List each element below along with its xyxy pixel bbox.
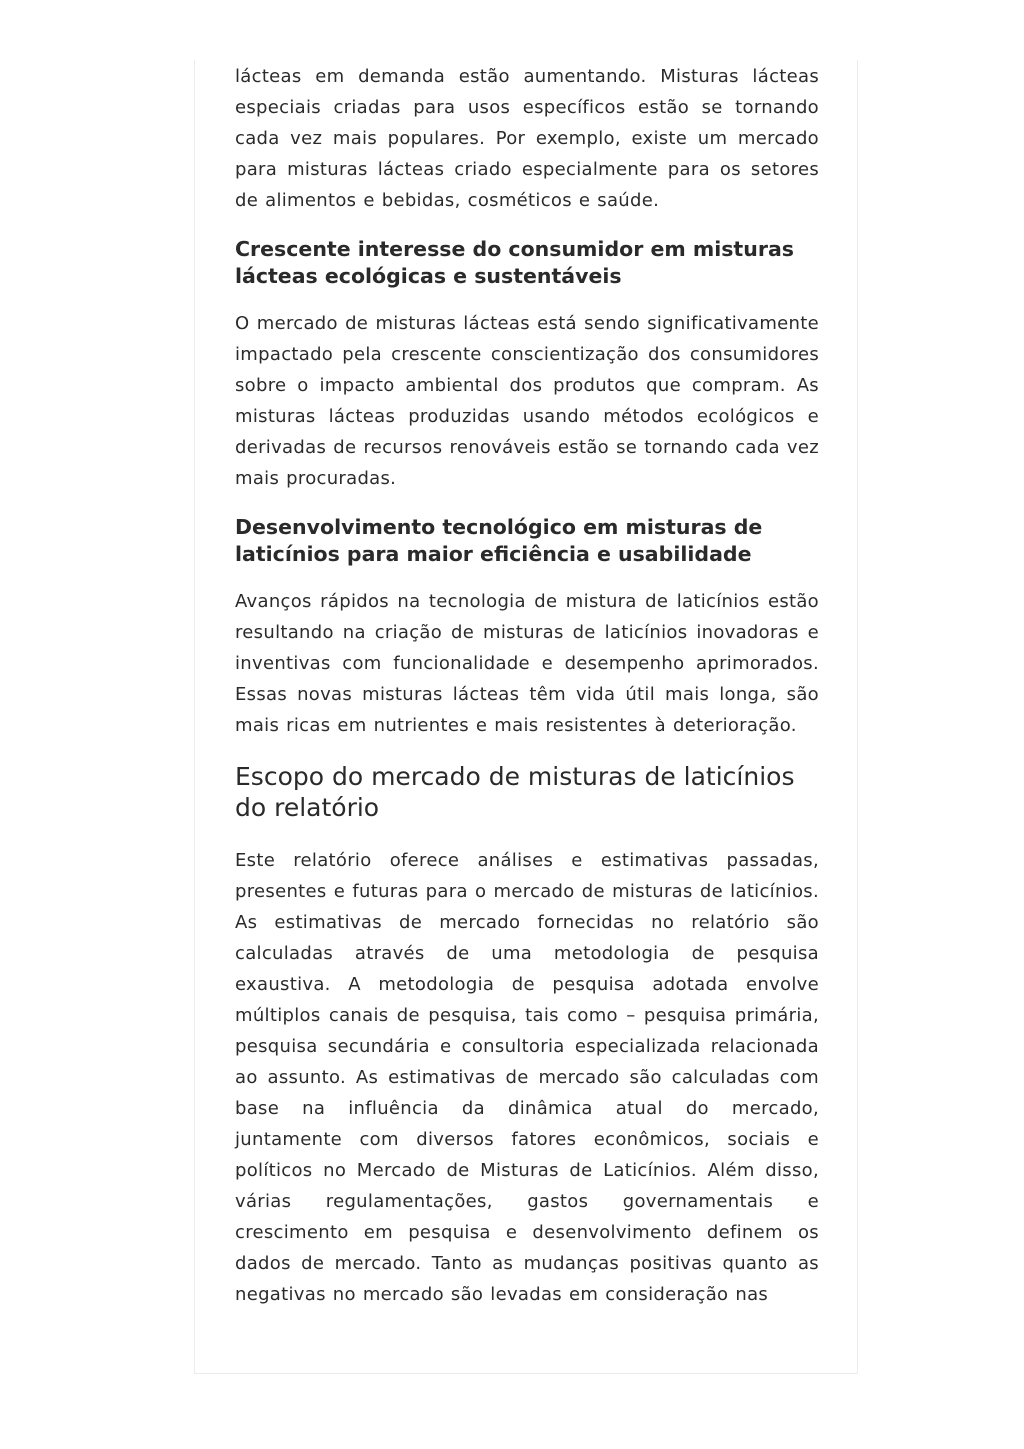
paragraph-report-scope: Este relatório oferece análises e estimativas passadas, presentes e futuras para o mercado de misturas de laticínios. As estimativas de mercado fornecidas no relatório são calculadas através de uma metodologia de pesquisa exaustiva. A metodologia de pesquisa adotada envolve múltiplos canais de pesquisa, tais como – pesquisa primária, pesquisa secundária e consultoria especializada relacionada ao assunto. As estimativas de mercado são calculadas com base na influência da dinâmica atual do mercado, juntamente com diversos fatores econômicos, sociais e políticos no Mercado de Misturas de Laticínios. Além disso, várias regulamentações, gastos governamentais e crescimento em pesquisa e desenvolvimento definem os dados de mercado. Tanto as mudanças positivas quanto as negativas no mercado são levadas em consideração nas (235, 850, 819, 1305)
paragraph-eco-sustainable: O mercado de misturas lácteas está sendo significativamente impactado pela crescente conscientização dos consumidores sobre o impacto ambiental dos produtos que compram. As misturas lácteas produzidas usando métodos ecológicos e derivadas de recursos renováveis estão se tornando cada vez mais procuradas. (235, 313, 819, 489)
section-title-report-scope: Escopo do mercado de misturas de laticínios do relatório (235, 762, 795, 822)
document-page (194, 60, 858, 1374)
paragraph-tech-development: Avanços rápidos na tecnologia de mistura de laticínios estão resultando na criação de misturas de laticínios inovadoras e inventivas com funcionalidade e desempenho aprimorados. Essas novas misturas lácteas têm vida útil mais longa, são mais ricas em nutrientes e mais resistentes à deterioração. (235, 591, 819, 736)
subheading-eco-sustainable: Crescente interesse do consumidor em misturas lácteas ecológicas e sustentáveis (235, 237, 794, 288)
article-body (235, 61, 819, 1310)
subheading-tech-development: Desenvolvimento tecnológico em misturas de laticínios para maior eficiência e usabilidade (235, 515, 763, 566)
paragraph-intro: lácteas em demanda estão aumentando. Misturas lácteas especiais criadas para usos específicos estão se tornando cada vez mais populares. Por exemplo, existe um mercado para misturas lácteas criado especialmente para os setores de alimentos e bebidas, cosméticos e saúde. (235, 66, 819, 211)
